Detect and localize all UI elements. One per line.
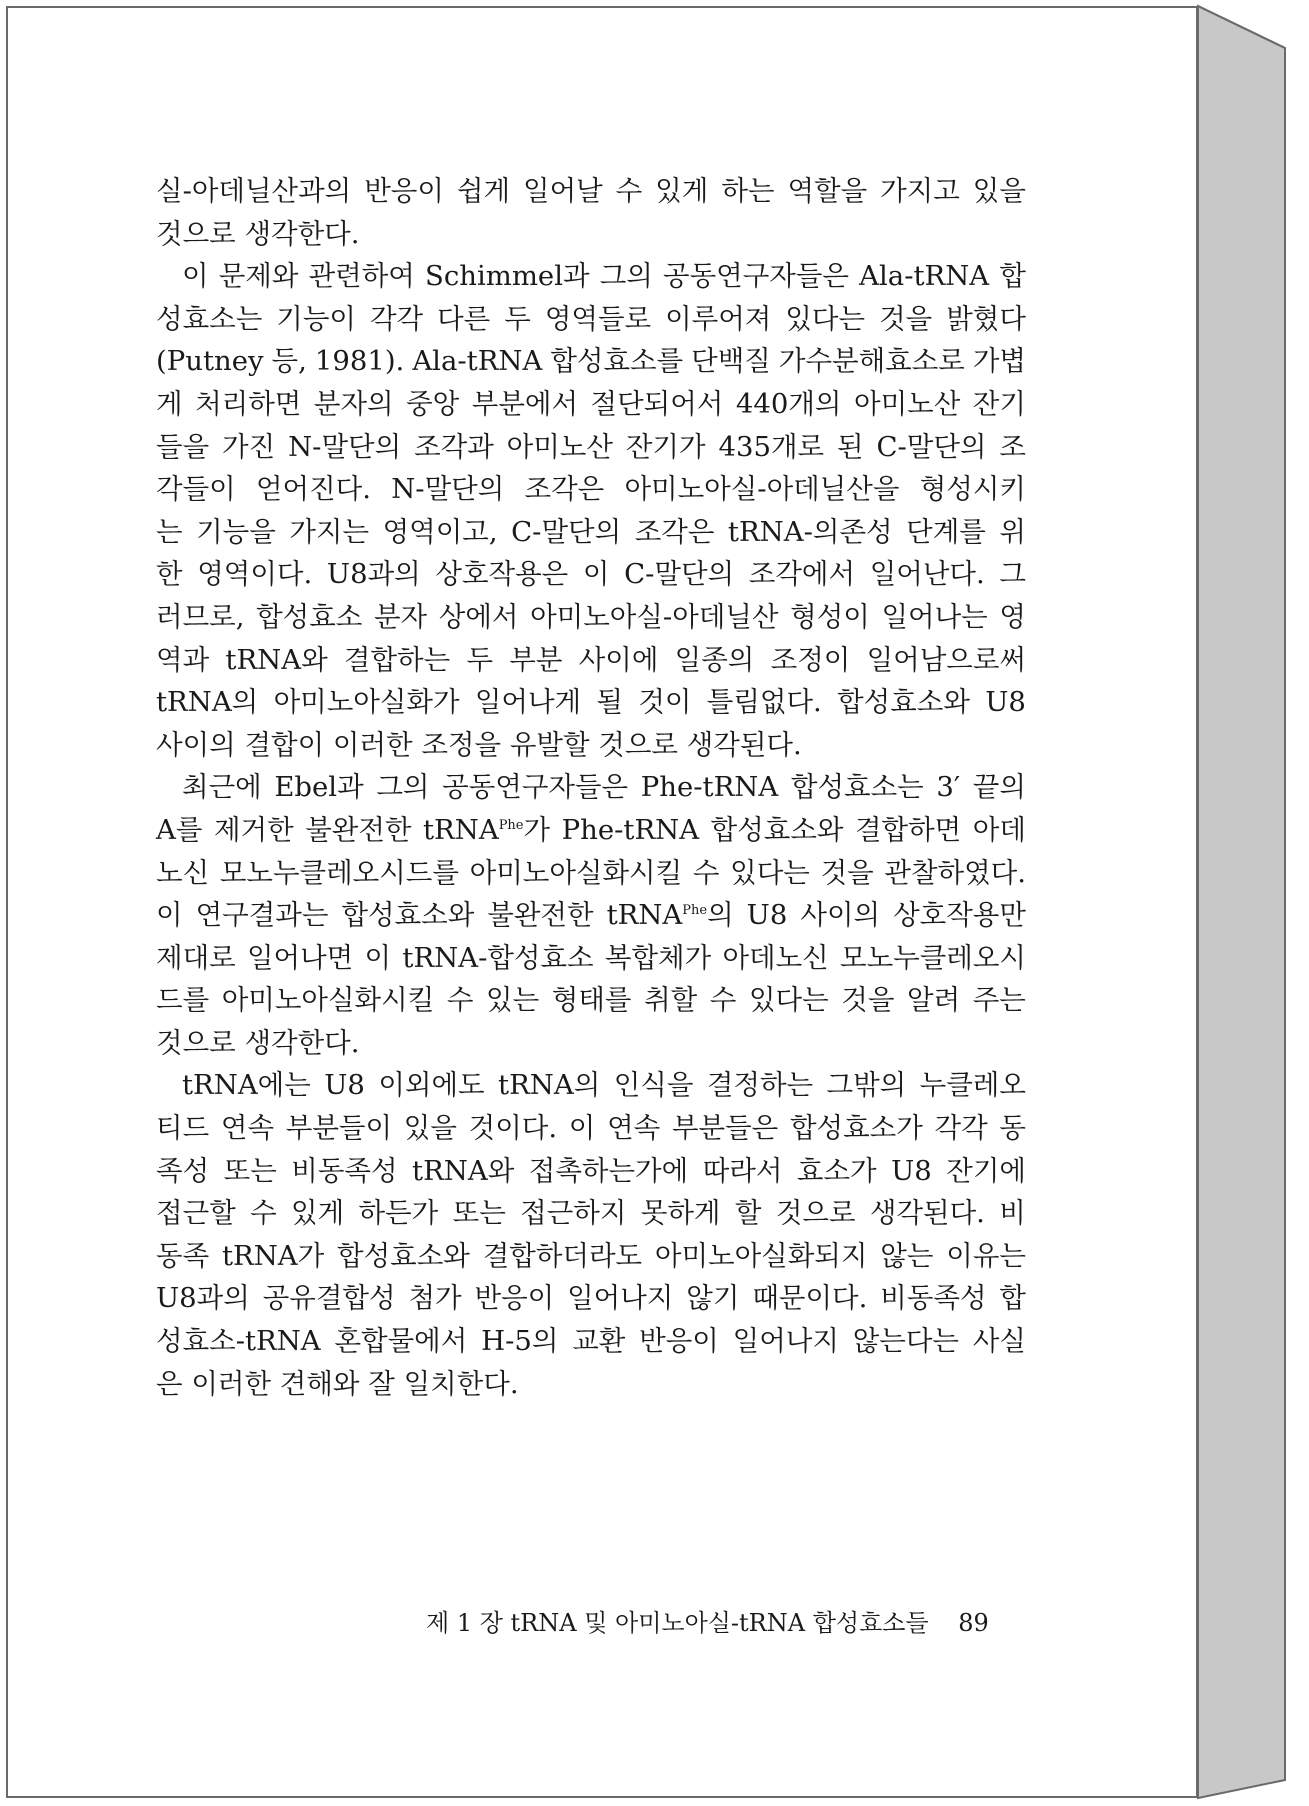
text-line xyxy=(156,809,1026,852)
word: 상에서 xyxy=(438,600,519,633)
word: 사이의 xyxy=(156,728,236,761)
word: 사실 xyxy=(972,1325,1026,1358)
word: 수 xyxy=(446,984,474,1017)
word: 부분들은 xyxy=(671,1112,779,1145)
body-text xyxy=(156,170,1026,1405)
word: 동족 xyxy=(156,1239,210,1272)
word: 위 xyxy=(999,515,1026,548)
word: 수 xyxy=(250,1197,277,1230)
word: 등, xyxy=(271,345,307,378)
word: 는 xyxy=(156,515,183,548)
word: 이 xyxy=(568,1112,596,1145)
word: 형태를 xyxy=(551,984,632,1017)
word: 틀림없다. xyxy=(706,686,822,719)
word: Phe-tRNA xyxy=(640,771,779,804)
word: 역할을 xyxy=(787,175,868,207)
word: 가볍 xyxy=(972,345,1026,378)
word: (Putney xyxy=(156,345,264,378)
word: U8 xyxy=(891,1154,932,1187)
text-line xyxy=(156,596,1026,639)
text-line xyxy=(156,511,1026,554)
word: 상호작용만 xyxy=(893,899,1026,932)
word: 단백질 xyxy=(691,345,771,378)
word: 접근하지 xyxy=(520,1197,627,1230)
word: 것을 xyxy=(820,856,874,889)
word: 440개의 xyxy=(735,387,842,420)
word: 또는 xyxy=(223,1154,277,1187)
word: 효소가 xyxy=(796,1154,877,1187)
word: 아미노산 xyxy=(854,387,961,420)
text-line xyxy=(156,937,1026,980)
word: 게 xyxy=(156,387,183,420)
word: 상호작용은 xyxy=(435,558,569,591)
text-line xyxy=(156,766,1026,809)
word: 결합하는 xyxy=(343,643,451,676)
word: 435개로 xyxy=(718,430,825,463)
word: tRNA-의존성 xyxy=(727,515,893,548)
word: C-말단의 xyxy=(511,515,622,548)
word: tRNA-합성효소 xyxy=(402,941,594,974)
word: 결합하면 xyxy=(854,813,962,846)
text-line xyxy=(156,426,1026,469)
word: 그의 xyxy=(376,771,430,804)
word: 합 xyxy=(999,260,1026,293)
word: 결합하더라도 xyxy=(482,1239,643,1272)
word: 동 xyxy=(999,1112,1026,1145)
word: 아데노신 xyxy=(722,941,829,974)
word: 주는 xyxy=(972,984,1026,1017)
word: 결합이 xyxy=(244,728,325,761)
word: 복합체가 xyxy=(604,941,712,974)
word: 일어난다. xyxy=(869,558,985,591)
word: 비 xyxy=(999,1197,1026,1230)
word: 반응이 xyxy=(639,1325,719,1358)
word: 이 xyxy=(582,558,610,591)
word: 접근할 xyxy=(156,1197,236,1230)
word: 이루어져 xyxy=(665,302,772,335)
word: 것을 xyxy=(841,984,895,1017)
word: tRNA의 xyxy=(156,686,259,719)
word: 것이 xyxy=(638,686,692,719)
word: 생각된다. xyxy=(686,728,802,761)
word: 합성효소 xyxy=(256,600,363,633)
word: 일어나지 xyxy=(732,1325,839,1358)
word: 부분 xyxy=(509,643,563,676)
word: 있을 xyxy=(972,175,1026,207)
word: 그밖의 xyxy=(826,1069,907,1102)
word: 것으로 xyxy=(598,728,678,761)
text-line xyxy=(156,213,1026,256)
word: 조정이 xyxy=(770,643,851,676)
word: 비동족성 xyxy=(880,1282,987,1315)
word: Schimmel과 xyxy=(425,260,590,293)
page-number: 89 xyxy=(958,1609,989,1637)
word: 가수분해효소로 xyxy=(778,345,965,378)
word: 알려 xyxy=(907,984,961,1017)
word: tRNA와 xyxy=(412,1154,515,1187)
word: 않기 xyxy=(686,1282,740,1315)
word: 공유결합성 xyxy=(262,1282,396,1315)
text-line xyxy=(156,553,1026,596)
word: 합성효소와 xyxy=(710,813,844,846)
word: 중앙 xyxy=(406,387,460,420)
word: 하는 xyxy=(721,175,775,207)
word: U8과의 xyxy=(326,558,421,591)
word: 공동연구자들은 xyxy=(442,771,629,804)
word: 있게 xyxy=(655,175,709,207)
word: 한 xyxy=(156,558,183,591)
word: Ala-tRNA xyxy=(412,345,543,378)
word: 가지는 xyxy=(289,515,370,548)
word: 첨가 xyxy=(408,1282,462,1315)
word: 가지고 xyxy=(880,175,960,207)
word: 합성효소와 xyxy=(337,1239,470,1272)
word: 이러한 xyxy=(332,728,413,761)
word: 부분들이 xyxy=(285,1112,393,1145)
word: 있다는 xyxy=(730,856,810,889)
word: 비동족성 xyxy=(291,1154,398,1187)
word: 아미노아실화되지 xyxy=(654,1239,868,1272)
word: 단계를 xyxy=(906,515,986,548)
word: 될 xyxy=(596,686,623,719)
word: 합성효소는 xyxy=(790,771,924,804)
word: 따라서 xyxy=(702,1154,783,1187)
word: 또는 xyxy=(452,1197,506,1230)
text-line xyxy=(156,340,1026,383)
word: 모노누클레오시드를 xyxy=(219,856,459,889)
word: 쉽게 xyxy=(456,175,511,207)
word: 일어나는 xyxy=(881,600,988,633)
text-line xyxy=(156,852,1026,895)
word: N-말단의 xyxy=(288,430,402,463)
word: 때문이다. xyxy=(752,1282,868,1315)
word: 러므로, xyxy=(156,600,245,633)
word: 이 xyxy=(182,260,209,293)
word: 누클레오 xyxy=(919,1069,1026,1102)
word: 아미노아실-아데닐산을 xyxy=(624,473,900,506)
word: 일어나면 xyxy=(246,941,354,974)
text-line xyxy=(156,1235,1026,1278)
word: 관찰하였다. xyxy=(884,856,1026,889)
word: 반응이 xyxy=(474,1282,555,1315)
word: 않는 xyxy=(880,1239,934,1272)
word: 일어나지 xyxy=(567,1282,674,1315)
word: 처리하면 xyxy=(195,387,302,420)
word: 있다는 xyxy=(785,302,866,335)
text-line xyxy=(156,1022,1026,1065)
word: 접촉하는가에 xyxy=(528,1154,689,1187)
superscript: Phe xyxy=(498,817,524,833)
word: 제대로 xyxy=(156,941,236,974)
word: 잔기가 xyxy=(625,430,706,463)
text-line xyxy=(156,1320,1026,1363)
word: 아미노산 xyxy=(506,430,613,463)
word: 3′ xyxy=(936,771,961,804)
word: 성효소-tRNA xyxy=(156,1325,321,1358)
text-line xyxy=(156,1064,1026,1107)
word: 절단되어서 xyxy=(590,387,724,420)
word: U8과의 xyxy=(156,1282,250,1315)
word: 얻어진다. xyxy=(255,473,371,506)
word: 합성효소와 xyxy=(837,686,970,719)
word: tRNA와 xyxy=(225,643,328,676)
word: 아미노아실-아데닐산 xyxy=(530,600,779,633)
word: 다른 xyxy=(437,302,491,335)
word: 밝혔다 xyxy=(946,302,1026,335)
word: 불완전한 xyxy=(305,813,412,846)
word: 수 xyxy=(692,856,720,889)
word: 일어남으로써 xyxy=(866,643,1026,676)
word: 조각은 xyxy=(524,473,605,506)
word: 아미노아실화시킬 xyxy=(221,984,435,1017)
word: 견해와 xyxy=(279,1367,360,1400)
word: 관련하여 xyxy=(308,260,415,293)
word: 된 xyxy=(836,430,864,463)
word: 생각한다. xyxy=(244,1026,360,1059)
word: 수 xyxy=(709,984,737,1017)
word: 최근에 xyxy=(182,771,262,804)
text-line xyxy=(156,681,1026,724)
word: 영 xyxy=(999,600,1026,633)
word: tRNA$^{Phe}$가 xyxy=(423,813,551,846)
text-line xyxy=(156,1150,1026,1193)
word: 반응이 xyxy=(364,175,444,207)
word: Phe-tRNA xyxy=(561,813,700,846)
word: 이 xyxy=(364,941,392,974)
word: 실-아데닐산과의 xyxy=(156,175,352,207)
word: 조각과 xyxy=(414,430,494,463)
word: 성효소는 xyxy=(156,302,263,335)
word: 잘 xyxy=(368,1367,395,1400)
word: 티드 xyxy=(156,1112,210,1145)
word: 각각 xyxy=(934,1112,988,1145)
word: 혼합물에서 xyxy=(334,1325,468,1358)
word: 있을 xyxy=(403,1112,457,1145)
word: 합성효소를 xyxy=(550,345,684,378)
word: 일어나게 xyxy=(474,686,582,719)
word: 일어날 xyxy=(523,175,603,207)
word: 잔기에 xyxy=(946,1154,1026,1187)
word: 각각 xyxy=(369,302,424,335)
word: A를 xyxy=(156,813,203,846)
word: U8 xyxy=(324,1069,365,1102)
text-line xyxy=(156,724,1026,767)
text-line xyxy=(156,979,1026,1022)
word: 가진 xyxy=(222,430,276,463)
word: 합성효소가 xyxy=(789,1112,923,1145)
word: C-말단의 xyxy=(624,558,735,591)
word: 못하게 xyxy=(640,1197,721,1230)
page-footer xyxy=(426,1603,989,1638)
word: 들을 xyxy=(156,430,210,463)
word: 끝의 xyxy=(972,771,1026,804)
word: tRNA에는 xyxy=(182,1069,311,1102)
word: 아미노아실화가 xyxy=(273,686,460,719)
word: 두 xyxy=(504,302,531,335)
word: 이 xyxy=(156,899,183,932)
word: 두 xyxy=(466,643,494,676)
word: N-말단의 xyxy=(391,473,505,506)
word: 생각한다. xyxy=(244,217,360,250)
word: 유발할 xyxy=(509,728,590,761)
word: 드를 xyxy=(156,984,210,1017)
word: 형성시키 xyxy=(919,473,1026,506)
word: 불완전한 xyxy=(487,899,594,932)
word: 1981). xyxy=(314,345,405,378)
word: Ebel과 xyxy=(274,771,364,804)
text-line xyxy=(156,1107,1026,1150)
word: 역과 xyxy=(156,643,210,676)
word: 것을 xyxy=(879,302,933,335)
text-line xyxy=(156,639,1026,682)
word: 부분에서 xyxy=(471,387,579,420)
word: H-5의 xyxy=(481,1325,559,1358)
running-head: 제 1 장 tRNA 및 아미노아실-tRNA 합성효소들 xyxy=(426,1609,929,1637)
text-line xyxy=(156,255,1026,298)
superscript: Phe xyxy=(682,902,708,918)
word: 제거한 xyxy=(213,813,294,846)
word: 것이다. xyxy=(468,1112,558,1145)
word: 않는다는 xyxy=(852,1325,959,1358)
text-line xyxy=(156,383,1026,426)
word: 일치한다. xyxy=(403,1367,519,1400)
word: 있는 xyxy=(486,984,540,1017)
word: 일종의 xyxy=(674,643,755,676)
word: 사이에 xyxy=(578,643,659,676)
word: 영역들로 xyxy=(544,302,652,335)
word: 잔기 xyxy=(972,387,1026,420)
word: 있다는 xyxy=(748,984,829,1017)
word: 취할 xyxy=(644,984,698,1017)
word: 이러한 xyxy=(191,1367,272,1400)
word: 하든가 xyxy=(358,1197,439,1230)
word: 할 xyxy=(734,1197,762,1230)
word: 이외에도 xyxy=(378,1069,485,1102)
text-line xyxy=(156,1277,1026,1320)
word: 사이의 xyxy=(800,899,881,932)
word: 이유는 xyxy=(946,1239,1026,1272)
word: 생각된다. xyxy=(869,1197,985,1230)
word: 각들이 xyxy=(156,473,236,506)
word: 분자의 xyxy=(313,387,394,420)
word: 있게 xyxy=(291,1197,345,1230)
word: 교환 xyxy=(572,1325,626,1358)
word: 족성 xyxy=(156,1154,210,1187)
word: 은 xyxy=(156,1367,183,1400)
word: 조 xyxy=(999,430,1026,463)
word: 조정을 xyxy=(421,728,502,761)
word: 합 xyxy=(999,1282,1026,1315)
word: 문제와 xyxy=(218,260,299,293)
word: 연속 xyxy=(607,1112,661,1145)
word: 기능이 xyxy=(276,302,356,335)
word: 것으로 xyxy=(775,1197,856,1230)
word: tRNA$^{Phe}$의 xyxy=(606,899,734,932)
word: 영역이고, xyxy=(382,515,498,548)
text-line xyxy=(156,170,1026,213)
word: 연속 xyxy=(220,1112,275,1145)
word: 연구결과는 xyxy=(195,899,329,932)
text-line xyxy=(156,1192,1026,1235)
word: 조각에서 xyxy=(748,558,856,591)
word: U8 xyxy=(746,899,788,932)
word: 아미노아실화시킬 xyxy=(469,856,683,889)
word: Ala-tRNA xyxy=(859,260,990,293)
word: 합성효소와 xyxy=(341,899,475,932)
word: 결정하는 xyxy=(706,1069,814,1102)
word: 그의 xyxy=(599,260,653,293)
word: 기능을 xyxy=(196,515,276,548)
word: 것으로 xyxy=(156,1026,236,1059)
word: U8 xyxy=(985,686,1026,719)
word: 수 xyxy=(615,175,643,207)
word: 분자 xyxy=(373,600,428,633)
text-line xyxy=(156,298,1026,341)
word: 노신 xyxy=(156,856,210,889)
word: 인식을 xyxy=(613,1069,694,1102)
word: 모노누클레오시 xyxy=(840,941,1026,974)
document-page xyxy=(6,6,1198,1798)
word: 조각은 xyxy=(634,515,715,548)
word: 그 xyxy=(999,558,1026,591)
word: 아데 xyxy=(972,813,1026,846)
text-line xyxy=(156,894,1026,937)
word: 것으로 xyxy=(156,217,236,250)
word: 형성이 xyxy=(790,600,870,633)
word: 영역이다. xyxy=(197,558,313,591)
word: 공동연구자들은 xyxy=(663,260,849,293)
word: tRNA의 xyxy=(498,1069,601,1102)
text-line xyxy=(156,1363,1026,1406)
text-line xyxy=(156,468,1026,511)
word: C-말단의 xyxy=(876,430,987,463)
word: tRNA가 xyxy=(221,1239,325,1272)
